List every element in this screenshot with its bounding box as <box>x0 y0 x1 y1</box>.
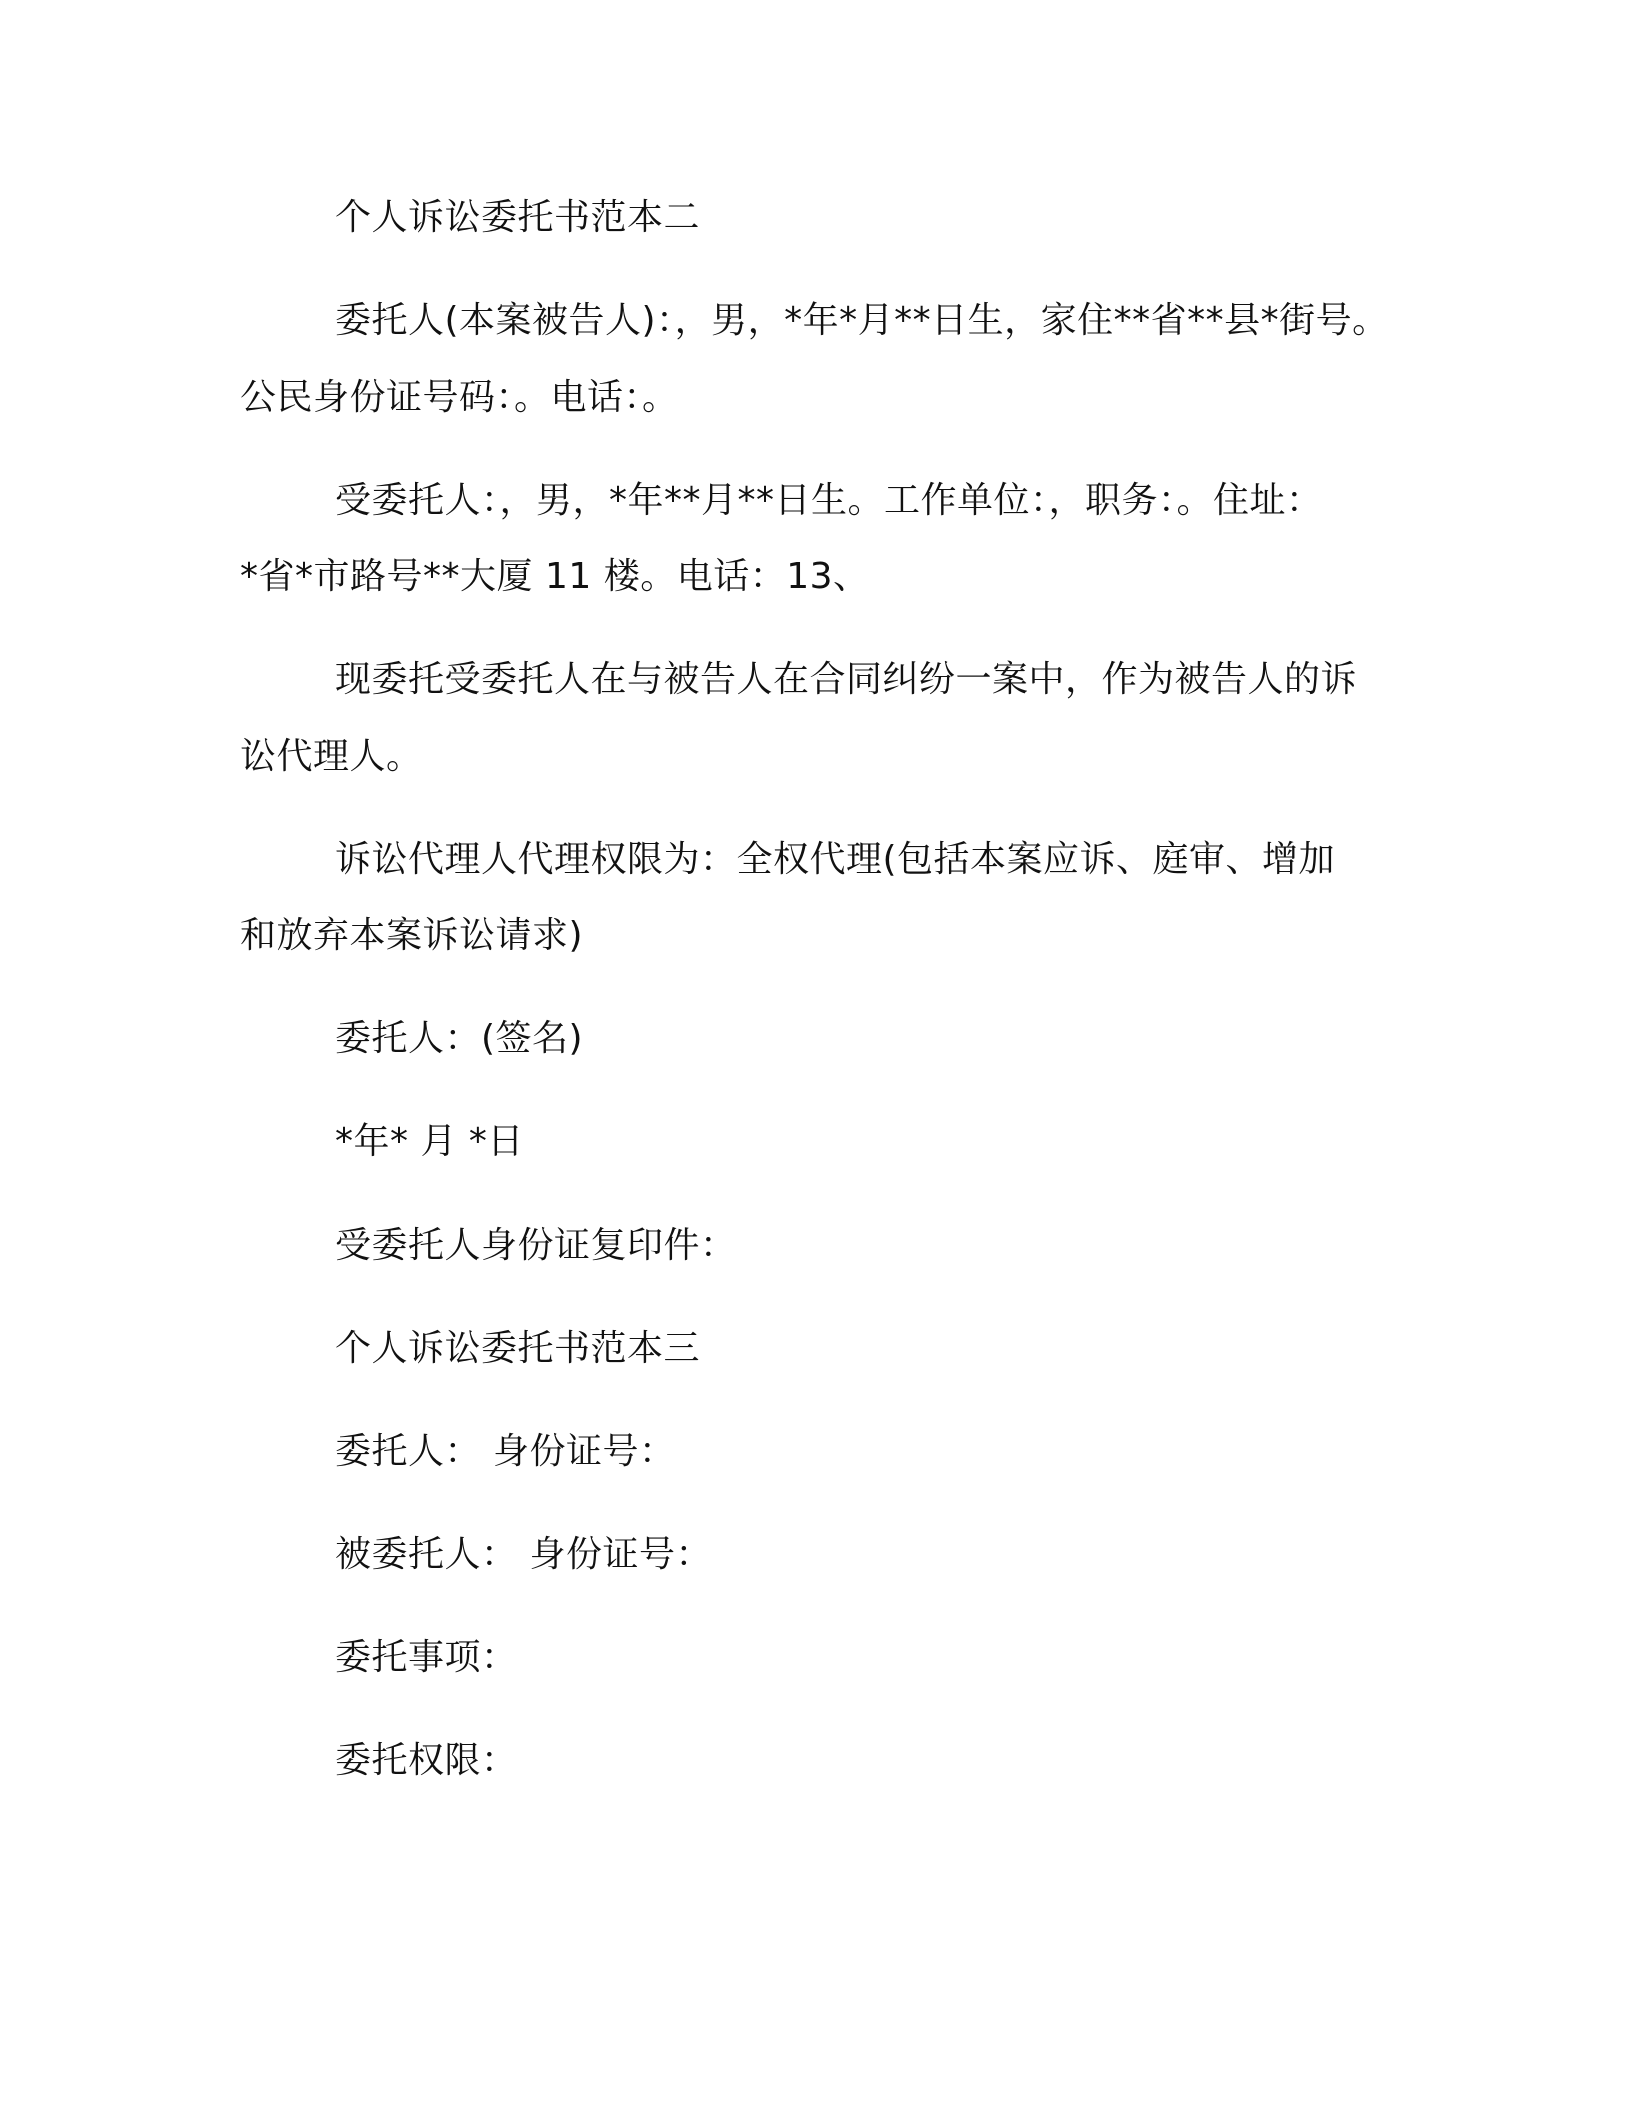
entrustment-line-1: 现委托受委托人在与被告人在合同纠纷一案中，作为被告人的诉 <box>335 659 1358 700</box>
id-copy-line: 受委托人身份证复印件： <box>335 1225 737 1266</box>
agent-info-line-1: 受委托人：，男，*年**月**日生。工作单位：，职务：。住址： <box>335 480 1323 521</box>
authority-line-1: 诉讼代理人代理权限为：全权代理(包括本案应诉、庭审、增加 <box>335 839 1336 880</box>
principal-info-line-1: 委托人(本案被告人)：，男，*年*月**日生，家住**省**县*街号。 <box>335 300 1389 341</box>
section-heading-3: 个人诉讼委托书范本三 <box>335 1328 701 1369</box>
matters-line: 委托事项： <box>335 1637 518 1678</box>
signature-line: 委托人：(签名) <box>335 1018 584 1059</box>
agent-id-line: 被委托人： 身份证号： <box>335 1534 712 1575</box>
principal-info-line-2: 公民身份证号码：。电话：。 <box>240 377 679 418</box>
authority-line-2: 和放弃本案诉讼请求) <box>240 915 584 956</box>
date-line: *年* 月 *日 <box>335 1121 524 1162</box>
section-heading-2: 个人诉讼委托书范本二 <box>335 197 701 238</box>
powers-line: 委托权限： <box>335 1740 518 1781</box>
entrustment-line-2: 讼代理人。 <box>240 736 423 777</box>
agent-info-line-2: *省*市路号**大厦 11 楼。电话：13、 <box>240 556 870 597</box>
principal-id-line: 委托人： 身份证号： <box>335 1431 676 1472</box>
